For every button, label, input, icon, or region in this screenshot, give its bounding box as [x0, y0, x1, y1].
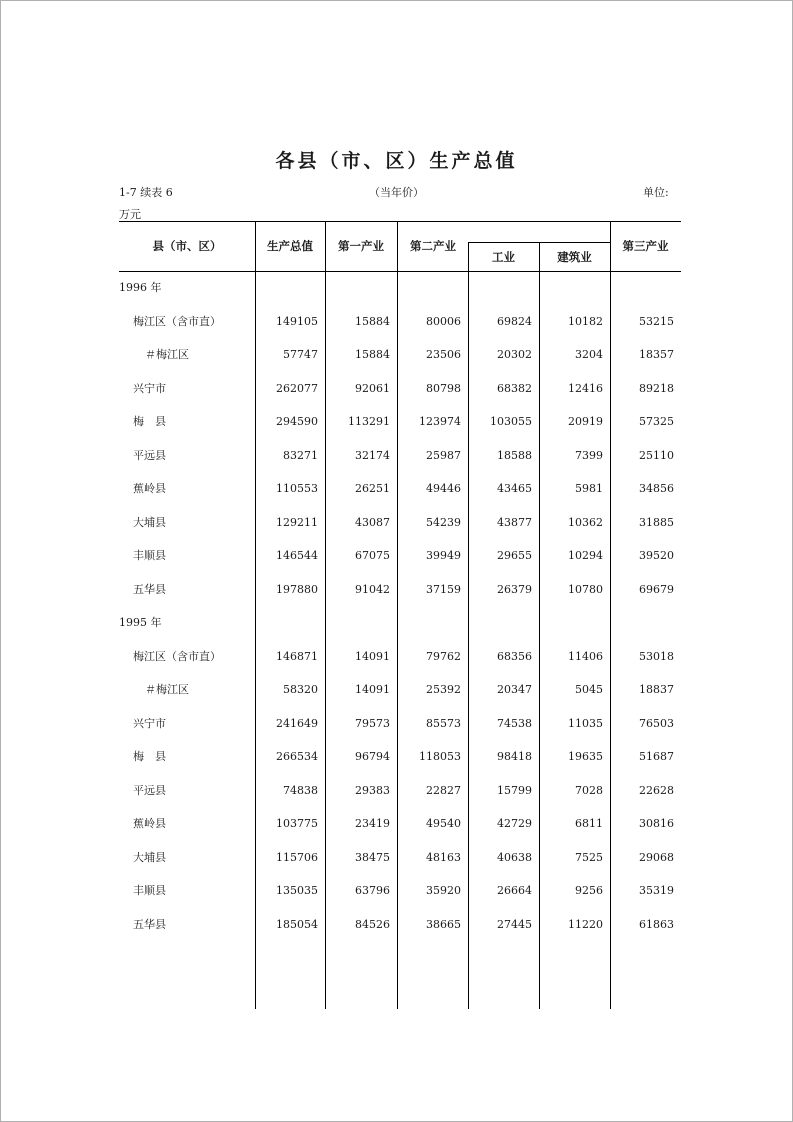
table-row	[119, 714, 681, 734]
cell-construction: 7399	[575, 448, 603, 462]
table-row	[119, 513, 681, 533]
cell-tertiary: 18357	[639, 348, 674, 361]
column-header-tertiary: 第三产业	[622, 239, 669, 253]
cell-primary: 67075	[355, 549, 390, 562]
cell-primary: 15884	[355, 348, 390, 361]
table-row	[119, 479, 681, 499]
cell-industry: 42729	[497, 817, 532, 830]
cell-industry: 68382	[497, 381, 532, 395]
cell-construction: 10780	[568, 582, 603, 596]
region-label: 五华县	[133, 582, 166, 596]
table-row	[119, 379, 681, 399]
cell-tertiary: 53018	[639, 649, 674, 663]
year-label: 1995 年	[119, 616, 162, 629]
cell-primary: 79573	[355, 716, 390, 730]
region-label: 兴宁市	[133, 381, 166, 395]
cell-primary: 23419	[355, 817, 390, 830]
cell-tertiary: 76503	[639, 716, 674, 730]
cell-primary: 14091	[355, 649, 390, 663]
cell-gdp: 146871	[276, 649, 318, 663]
cell-primary: 43087	[355, 515, 390, 529]
region-label: 蕉岭县	[133, 817, 166, 830]
cell-primary: 26251	[355, 482, 390, 495]
region-label: 蕉岭县	[133, 482, 166, 495]
cell-secondary: 37159	[426, 582, 461, 596]
region-label: 梅 县	[133, 750, 166, 763]
cell-gdp: 103775	[276, 817, 318, 830]
cell-industry: 20347	[497, 683, 532, 696]
cell-construction: 7028	[575, 783, 603, 797]
cell-secondary: 48163	[426, 850, 461, 864]
cell-secondary: 80798	[426, 381, 461, 395]
cell-gdp: 241649	[276, 716, 318, 730]
cell-industry: 40638	[497, 850, 532, 864]
cell-construction: 3204	[575, 348, 603, 361]
cell-gdp: 135035	[276, 884, 318, 897]
cell-secondary: 22827	[426, 783, 461, 797]
cell-gdp: 57747	[283, 348, 318, 361]
unit-value: 万元	[119, 208, 141, 221]
cell-industry: 18588	[497, 448, 532, 462]
cell-construction: 11035	[568, 716, 603, 730]
region-label: 梅 县	[133, 415, 166, 428]
cell-construction: 9256	[575, 884, 603, 897]
table-row	[119, 848, 681, 868]
cell-construction: 10294	[568, 549, 603, 562]
cell-tertiary: 18837	[639, 683, 674, 696]
cell-industry: 20302	[497, 348, 532, 361]
cell-industry: 69824	[497, 314, 532, 328]
year-row	[119, 278, 681, 298]
year-label: 1996 年	[119, 281, 162, 294]
cell-gdp: 83271	[283, 448, 318, 462]
unit-label: 单位:	[643, 186, 669, 199]
cell-gdp: 149105	[276, 314, 318, 328]
cell-gdp: 58320	[283, 683, 318, 696]
cell-construction: 19635	[568, 750, 603, 763]
cell-gdp: 74838	[283, 783, 318, 797]
cell-primary: 92061	[355, 381, 390, 395]
cell-tertiary: 61863	[639, 917, 674, 931]
cell-secondary: 38665	[426, 917, 461, 931]
region-label: 大埔县	[133, 850, 166, 864]
region-label: ＃梅江区	[145, 348, 189, 361]
cell-tertiary: 53215	[639, 314, 674, 328]
cell-secondary: 85573	[426, 716, 461, 730]
table-row	[119, 345, 681, 365]
table-row	[119, 747, 681, 767]
cell-gdp: 129211	[276, 515, 318, 529]
cell-tertiary: 51687	[639, 750, 674, 763]
cell-gdp: 197880	[276, 582, 318, 596]
region-label: 大埔县	[133, 515, 166, 529]
cell-construction: 20919	[568, 415, 603, 428]
cell-gdp: 185054	[276, 917, 318, 931]
cell-industry: 43465	[497, 482, 532, 495]
cell-industry: 74538	[497, 716, 532, 730]
price-basis: （当年价）	[369, 186, 424, 199]
cell-construction: 10362	[568, 515, 603, 529]
column-header-primary: 第一产业	[338, 239, 384, 253]
table-row	[119, 312, 681, 332]
cell-construction: 7525	[575, 850, 603, 864]
cell-primary: 96794	[355, 750, 390, 763]
table-row	[119, 647, 681, 667]
table-row	[119, 915, 681, 935]
column-header-secondary: 第二产业	[410, 239, 456, 253]
cell-gdp: 146544	[276, 549, 318, 562]
region-label: ＃梅江区	[145, 683, 189, 696]
cell-primary: 32174	[355, 448, 390, 462]
cell-industry: 26379	[497, 582, 532, 596]
cell-secondary: 79762	[426, 649, 461, 663]
cell-tertiary: 30816	[639, 817, 674, 830]
cell-industry: 15799	[497, 783, 532, 797]
region-label: 五华县	[133, 917, 166, 931]
region-label: 平远县	[133, 783, 166, 797]
table-row	[119, 546, 681, 566]
region-label: 梅江区（含市直）	[133, 314, 221, 328]
cell-tertiary: 29068	[639, 850, 674, 864]
column-header-construction: 建筑业	[557, 250, 592, 264]
region-label: 兴宁市	[133, 716, 166, 730]
cell-primary: 84526	[355, 917, 390, 931]
cell-secondary: 25987	[426, 448, 461, 462]
table-top-rule	[119, 221, 681, 222]
cell-gdp: 115706	[276, 850, 318, 864]
table-row	[119, 881, 681, 901]
cell-primary: 14091	[355, 683, 390, 696]
table-row	[119, 580, 681, 600]
cell-primary: 91042	[355, 582, 390, 596]
cell-industry: 98418	[497, 750, 532, 763]
cell-construction: 12416	[568, 381, 603, 395]
table-row	[119, 680, 681, 700]
cell-primary: 29383	[355, 783, 390, 797]
region-label: 梅江区（含市直）	[133, 649, 221, 663]
cell-industry: 26664	[497, 884, 532, 897]
cell-secondary: 49446	[426, 482, 461, 495]
cell-gdp: 294590	[276, 415, 318, 428]
column-header-gdp: 生产总值	[267, 239, 313, 253]
region-label: 平远县	[133, 448, 166, 462]
cell-construction: 11406	[568, 649, 603, 663]
cell-secondary: 23506	[426, 348, 461, 361]
cell-gdp: 266534	[276, 750, 318, 763]
cell-tertiary: 22628	[639, 783, 674, 797]
table-row	[119, 412, 681, 432]
cell-secondary: 118053	[419, 750, 461, 763]
table-code: 1-7 续表 6	[119, 186, 173, 199]
cell-tertiary: 57325	[639, 415, 674, 428]
cell-primary: 63796	[355, 884, 390, 897]
cell-industry: 103055	[490, 415, 532, 428]
cell-construction: 6811	[575, 817, 603, 830]
table-row	[119, 781, 681, 801]
cell-gdp: 110553	[276, 482, 318, 495]
cell-construction: 5045	[575, 683, 603, 696]
cell-primary: 38475	[355, 850, 390, 864]
cell-tertiary: 31885	[639, 515, 674, 529]
cell-secondary: 35920	[426, 884, 461, 897]
table-row	[119, 446, 681, 466]
cell-secondary: 54239	[426, 515, 461, 529]
column-header-region: 县（市、区）	[152, 239, 222, 253]
cell-secondary: 123974	[419, 415, 461, 428]
cell-construction: 10182	[568, 314, 603, 328]
cell-construction: 5981	[575, 482, 603, 495]
cell-tertiary: 34856	[639, 482, 674, 495]
cell-tertiary: 25110	[639, 448, 674, 462]
cell-tertiary: 69679	[639, 582, 674, 596]
cell-tertiary: 39520	[639, 549, 674, 562]
cell-tertiary: 89218	[639, 381, 674, 395]
cell-gdp: 262077	[276, 381, 318, 395]
cell-industry: 27445	[497, 917, 532, 931]
region-label: 丰顺县	[133, 549, 166, 562]
cell-industry: 29655	[497, 549, 532, 562]
header-bottom-rule	[119, 271, 681, 272]
cell-industry: 43877	[497, 515, 532, 529]
cell-secondary: 49540	[426, 817, 461, 830]
table-row	[119, 814, 681, 834]
cell-primary: 15884	[355, 314, 390, 328]
cell-tertiary: 35319	[639, 884, 674, 897]
column-header-industry: 工业	[492, 250, 515, 264]
cell-secondary: 39949	[426, 549, 461, 562]
region-label: 丰顺县	[133, 884, 166, 897]
cell-secondary: 80006	[426, 314, 461, 328]
cell-construction: 11220	[568, 917, 603, 931]
cell-primary: 113291	[348, 415, 390, 428]
cell-secondary: 25392	[426, 683, 461, 696]
page-title: 各县（市、区）生产总值	[275, 150, 518, 172]
year-row	[119, 613, 681, 633]
cell-industry: 68356	[497, 649, 532, 663]
